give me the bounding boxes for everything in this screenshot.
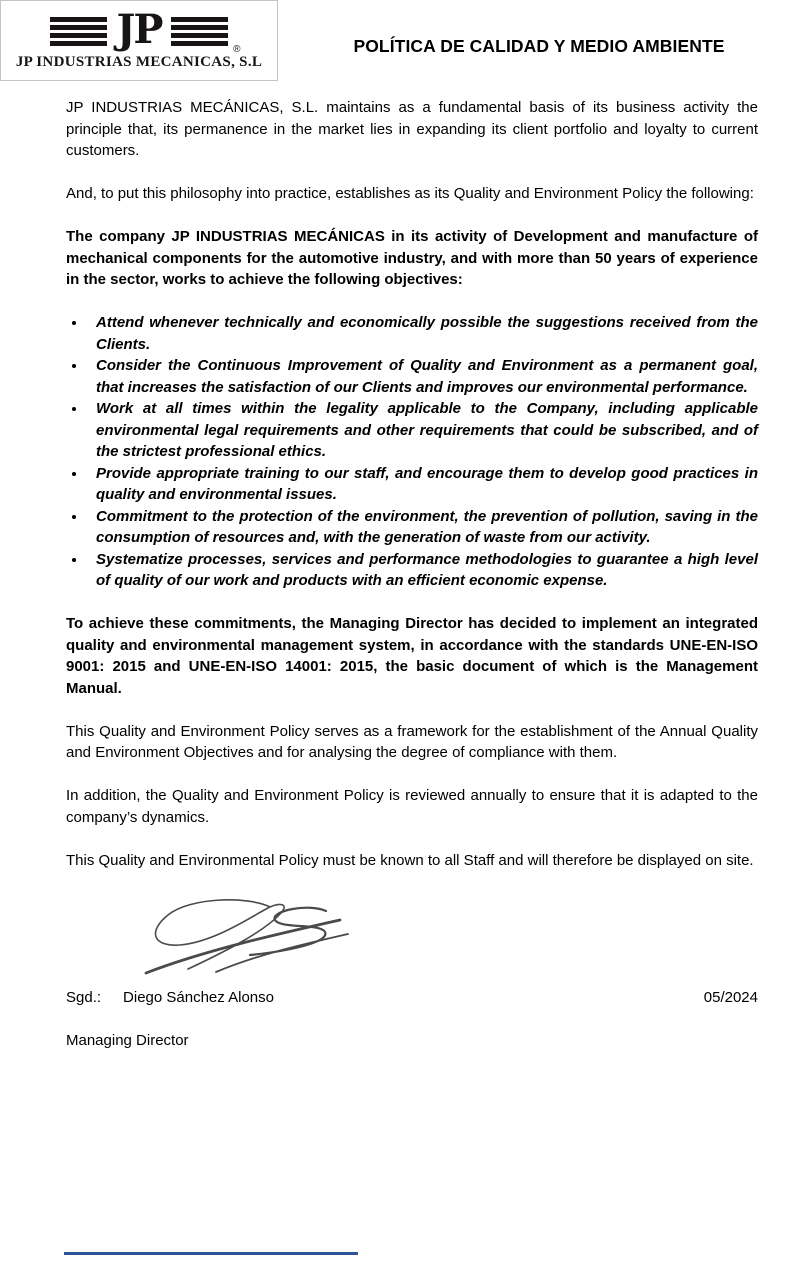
list-item: • Attend whenever technically and economically possible the suggestions received from the Clients. <box>87 312 758 355</box>
sgd-label: Sgd.: <box>66 988 102 1006</box>
title-area <box>278 0 800 92</box>
list-item: • Work at all times within the legality applicable to the Company, including applicable environmental legal requirements and other requirements that could be subscribed, and of the strictest professional ethics. <box>87 398 758 463</box>
paragraph-intro-2: And, to put this philosophy into practice, establishes as its Quality and Environment Policy the following: <box>66 185 754 202</box>
page-title: POLÍTICA DE CALIDAD Y MEDIO AMBIENTE <box>353 35 725 56</box>
footer-accent-line <box>64 1252 358 1255</box>
signer-name: Diego Sánchez Alonso <box>123 988 274 1006</box>
company-logo <box>0 0 278 81</box>
document-header <box>0 0 800 92</box>
paragraph-intro-1: JP INDUSTRIAS MECÁNICAS, S.L. maintains as a fundamental basis of its business activity the principle that, its permanence in the market lies in expanding its client portfolio and loyalty to current customers. <box>66 99 758 159</box>
list-item: • Systematize processes, services and performance methodologies to guarantee a high level of quality of our work and products with an efficient economic expense. <box>87 549 758 592</box>
document-body <box>66 97 758 1052</box>
list-item: • Provide appropriate training to our staff, and encourage them to develop good practices in quality and environmental issues. <box>87 463 758 506</box>
signature-date: 05/2024 <box>703 988 758 1006</box>
signature-image <box>118 893 758 981</box>
paragraph-commitments: To achieve these commitments, the Managing Director has decided to implement an integrated quality and environmental management system, in accordance with the standards UNE-EN-ISO 9001: 2015 and UNE-EN-ISO 14001: 2015, the basic document of which is the Management Manual. <box>66 615 758 697</box>
paragraph-annual-review: In addition, the Quality and Environment Policy is reviewed annually to ensure that it is adapted to the company’s dynamics. <box>66 787 758 826</box>
paragraph-company-activity: The company JP INDUSTRIAS MECÁNICAS in its activity of Development and manufacture of mechanical components for the automotive industry, and with more than 50 years of experience in the sector, works to achieve the following objectives: <box>66 228 758 288</box>
paragraph-framework: This Quality and Environment Policy serves as a framework for the establishment of the Annual Quality and Environment Objectives and for analysing the degree of compliance with them. <box>66 722 758 761</box>
signer <box>66 987 274 1009</box>
logo-right-bars-icon <box>171 17 228 46</box>
logo-left-bars-icon <box>50 17 107 46</box>
logo-company-name: JP INDUSTRIAS MECANICAS, S.L <box>15 53 263 70</box>
signer-role: Managing Director <box>66 1032 189 1049</box>
logo-graphic <box>50 5 241 55</box>
list-item: • Consider the Continuous Improvement of Quality and Environment as a permanent goal, that increases the satisfaction of our Clients and improves our environmental performance. <box>87 355 758 398</box>
paragraph-display: This Quality and Environmental Policy must be known to all Staff and will therefore be displayed on site. <box>66 851 754 869</box>
list-item: • Commitment to the protection of the environment, the prevention of pollution, saving in the consumption of resources and, with the generation of waste from our activity. <box>87 506 758 549</box>
registered-trademark-icon: ® <box>233 43 241 55</box>
objectives-list <box>66 312 758 592</box>
signature-line <box>66 987 758 1009</box>
logo-monogram: JP <box>116 5 162 53</box>
handwritten-signature-icon <box>118 893 368 981</box>
